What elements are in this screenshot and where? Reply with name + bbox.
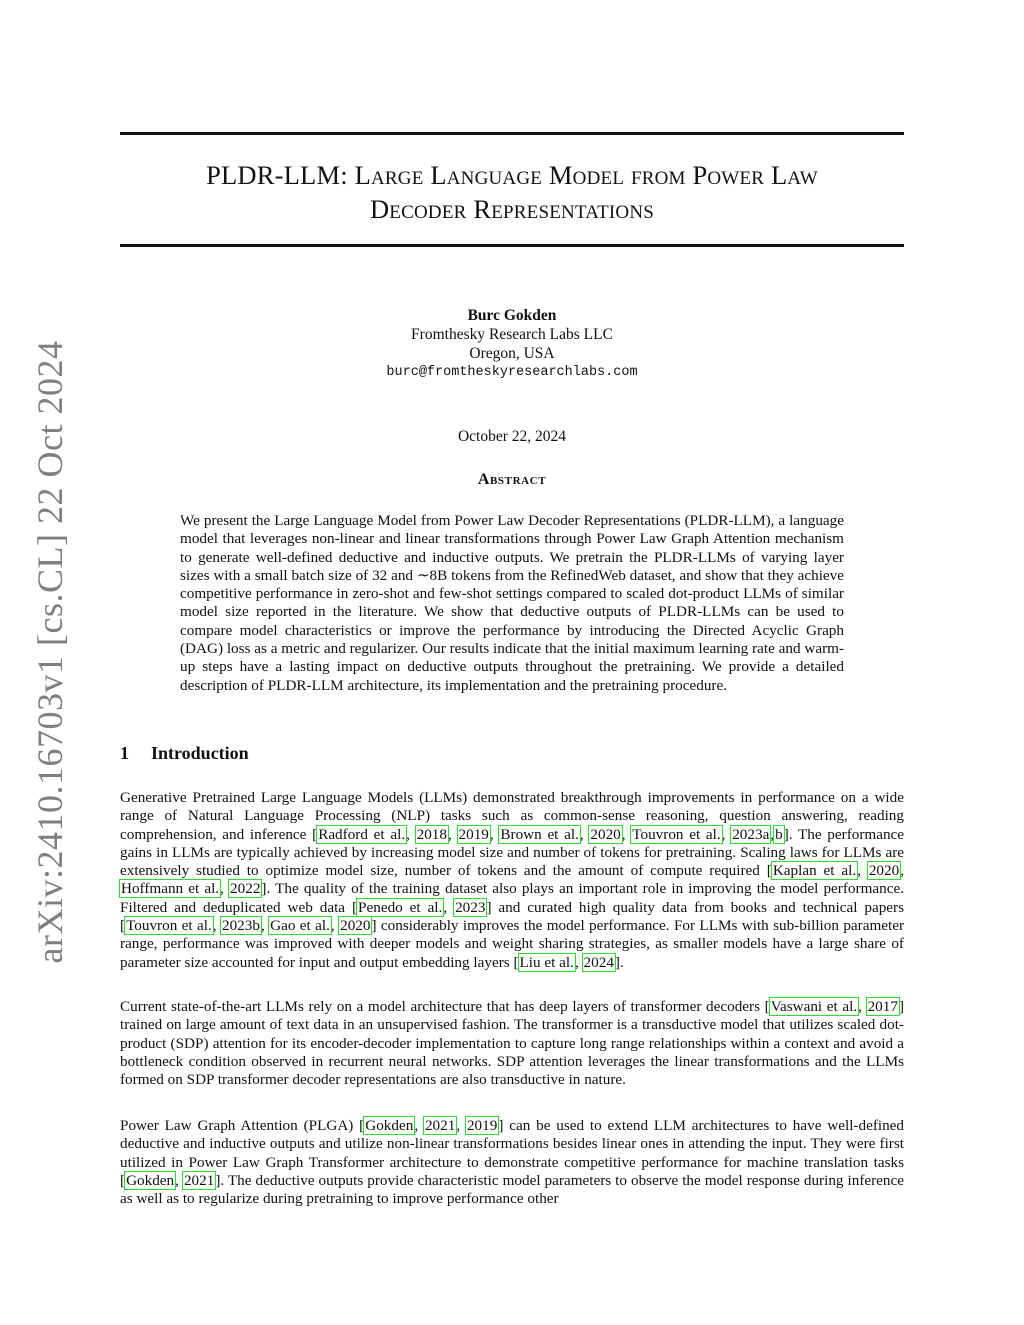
author-location: Oregon, USA bbox=[469, 345, 555, 362]
author-block bbox=[120, 306, 904, 382]
citation-link[interactable]: 2023b bbox=[221, 917, 260, 935]
citation-link[interactable]: 2023a bbox=[732, 825, 770, 843]
citation-link[interactable]: 2021 bbox=[183, 1171, 215, 1189]
citation-link[interactable]: Gao et al. bbox=[270, 917, 330, 935]
citation-link[interactable]: Touvron et al. bbox=[126, 917, 212, 935]
citation-link[interactable]: 2020 bbox=[340, 917, 371, 935]
citation-link[interactable]: 2020 bbox=[868, 862, 900, 880]
citation-link[interactable]: Kaplan et al. bbox=[772, 862, 857, 880]
author-email[interactable]: burc@fromtheskyresearchlabs.com bbox=[386, 365, 638, 380]
paper-title: PLDR-LLM: Large Language Model from Power Law Decoder Representations bbox=[206, 160, 818, 224]
title-lead: PLDR-LLM: bbox=[206, 160, 355, 190]
intro-paragraph-1: Generative Pretrained Large Language Models (LLMs) demonstrated breakthrough improvements in performance on a wide range of Natural Language Processing (NLP) tasks such as common-sense reasoning, question answering, reading comprehension, and inference [Radford et al., 2018, 2019, Brown et al., 2020, Touvron et al., 2023a,b]. The performance gains in LLMs are typically achieved by increasing model size and number of tokens for pretraining. Scaling laws for LLMs are extensively studied to optimize model size, number of tokens and the amount of compute required [Kaplan et al., 2020, Hoffmann et al., 2022]. The quality of the training dataset also plays an important role in improving the model performance. Filtered and deduplicated web data [Penedo et al., 2023] and curated high quality data from books and technical papers [Touvron et al., 2023b, Gao et al., 2020] considerably improves the model performance. For LLMs with sub-billion parameter range, performance was improved with deeper models and weight sharing strategies, as smaller models have a large share of parameter size accounted for input and output embedding layers [Liu et al., 2024]. bbox=[120, 789, 905, 971]
citation-link[interactable]: 2021 bbox=[424, 1117, 456, 1134]
citation-link[interactable]: Liu et al. bbox=[519, 953, 574, 971]
section-heading: 1 Introduction bbox=[120, 743, 249, 763]
citation-link[interactable]: Brown et al. bbox=[500, 825, 579, 843]
intro-paragraph-2: Current state-of-the-art LLMs rely on a model architecture that has deep layers of transformer decoders [Vaswani et al., 2017] trained on large amount of text data in an unsupervised fashion. The transformer is a transductive model that utilizes scaled dot-product (SDP) attention for its encoder-decoder implementation to capture long range relationships within a context and avoid a bottleneck condition observed in recurrent neural networks. SDP attention leverages the linear transformations and the LLMs formed on SDP transformer decoder representations are also transductive in nature. bbox=[120, 998, 904, 1089]
paper-date: October 22, 2024 bbox=[457, 428, 567, 445]
intro-paragraph-3: Power Law Graph Attention (PLGA) [Gokden, 2021, 2019] can be used to extend LLM architectures to have well-defined deductive and inductive outputs and utilize non-linear transformations besides linear ones in attending the input. They were first utilized in Power Law Graph Transformer architecture to demonstrate competitive performance for machine translation tasks [Gokden, 2021]. The deductive outputs provide characteristic model parameters to observe the model response during inference as well as to regularize during pretraining to improve performance other bbox=[120, 1117, 905, 1208]
citation-link[interactable]: 2022 bbox=[230, 880, 261, 898]
citation-link[interactable]: Penedo et al. bbox=[358, 898, 443, 916]
citation-link[interactable]: Radford et al. bbox=[318, 825, 406, 843]
citation-link[interactable]: 2019 bbox=[466, 1117, 498, 1134]
citation-link[interactable]: 2018 bbox=[416, 825, 447, 843]
citation-link[interactable]: Hoffmann et al. bbox=[121, 880, 220, 898]
citation-link[interactable]: 2023 bbox=[455, 898, 486, 916]
citation-link[interactable]: Vaswani et al. bbox=[770, 998, 858, 1015]
abstract-heading: Abstract bbox=[477, 471, 547, 488]
citation-link[interactable]: Touvron et al. bbox=[632, 825, 721, 843]
citation-link[interactable]: Gokden bbox=[365, 1117, 414, 1134]
arxiv-stamp: arXiv:2410.16703v1 [cs.CL] 22 Oct 2024 bbox=[30, 340, 70, 964]
citation-link[interactable]: 2017 bbox=[867, 998, 898, 1015]
title-bottom-rule bbox=[120, 244, 904, 247]
citation-link[interactable]: 2024 bbox=[583, 953, 614, 971]
abstract-text: We present the Large Language Model from Power Law Decoder Representations (PLDR-LLM), a language model that leverages non-linear and linear transformations through Power Law Graph Attention mechanism to generate well-defined deductive and inductive outputs. We pretrain the PLDR-LLMs of varying layer sizes with a small batch size of 32 and ∼8B tokens from the RefinedWeb dataset, and show that they achieve competitive performance in zero-shot and few-shot settings compared to scaled dot-product LLMs of similar model size reported in the literature. We show that deductive outputs of PLDR-LLMs can be used to compare model characteristics or improve the performance by introducing the Directed Acyclic Graph (DAG) loss as a metric and regularizer. Our results indicate that the initial maximum learning rate and warm-up steps have a lasting impact on deductive outputs throughout the pretraining. We provide a detailed description of PLDR-LLM architecture, its implementation and the pretraining procedure. bbox=[180, 512, 844, 694]
author-name: Burc Gokden bbox=[467, 307, 557, 324]
citation-link[interactable]: b bbox=[775, 825, 783, 843]
citation-link[interactable]: Gokden bbox=[126, 1171, 175, 1189]
citation-link[interactable]: 2019 bbox=[458, 825, 489, 843]
author-affiliation: Fromthesky Research Labs LLC bbox=[411, 326, 613, 343]
citation-link[interactable]: 2020 bbox=[590, 825, 621, 843]
title-top-rule bbox=[120, 132, 904, 135]
